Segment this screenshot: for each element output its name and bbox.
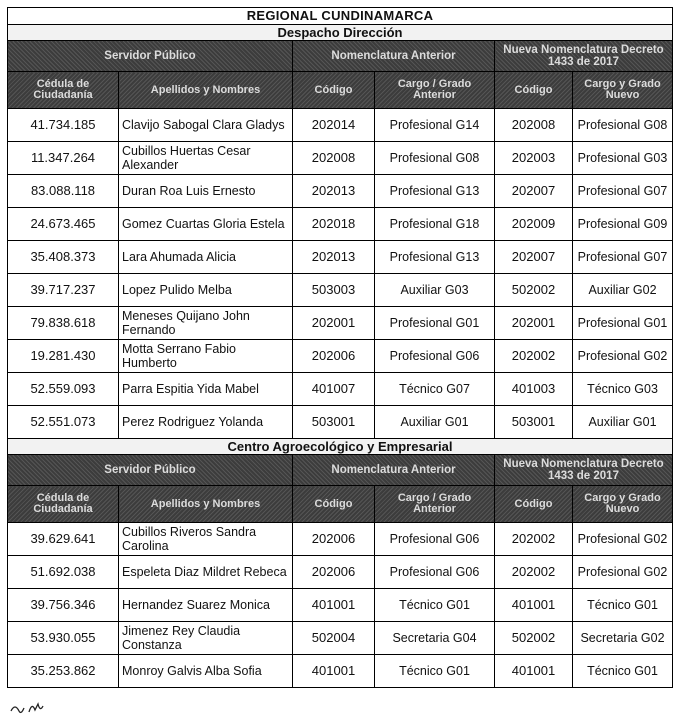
new-code-cell: 202009 [495,208,573,241]
cedula-cell: 35.253.862 [8,655,119,688]
new-grade-cell: Secretaria G02 [573,622,673,655]
new-code-cell: 401001 [495,589,573,622]
previous-grade-cell: Profesional G14 [375,109,495,142]
name-cell: Espeleta Diaz Mildret Rebeca [119,556,293,589]
new-code-cell: 502002 [495,274,573,307]
previous-grade-cell: Profesional G13 [375,241,495,274]
new-grade-cell: Profesional G02 [573,556,673,589]
cedula-cell: 11.347.264 [8,142,119,175]
name-cell: Lopez Pulido Melba [119,274,293,307]
cedula-cell: 51.692.038 [8,556,119,589]
cedula-cell: 52.559.093 [8,373,119,406]
name-cell: Duran Roa Luis Ernesto [119,175,293,208]
previous-code-cell: 202013 [293,241,375,274]
group-header-anterior: Nomenclatura Anterior [293,41,495,72]
previous-code-cell: 503001 [293,406,375,439]
cedula-cell: 83.088.118 [8,175,119,208]
cedula-cell: 39.629.641 [8,523,119,556]
previous-code-cell: 202001 [293,307,375,340]
table-row [8,340,673,373]
name-cell: Meneses Quijano John Fernando [119,307,293,340]
column-header-nombres: Apellidos y Nombres [119,72,293,109]
new-code-cell: 202007 [495,241,573,274]
new-grade-cell: Profesional G07 [573,175,673,208]
name-cell: Lara Ahumada Alicia [119,241,293,274]
name-cell: Gomez Cuartas Gloria Estela [119,208,293,241]
cedula-cell: 52.551.073 [8,406,119,439]
column-header-nombres: Apellidos y Nombres [119,486,293,523]
group-header-servidor: Servidor Público [8,41,293,72]
cedula-cell: 35.408.373 [8,241,119,274]
column-header-cargo-ant: Cargo / Grado Anterior [375,486,495,523]
new-code-cell: 202007 [495,175,573,208]
previous-grade-cell: Técnico G01 [375,655,495,688]
previous-code-cell: 202006 [293,556,375,589]
previous-grade-cell: Profesional G06 [375,523,495,556]
table-row [8,142,673,175]
group-header-row [8,455,673,486]
table-row [8,274,673,307]
table-row [8,241,673,274]
new-code-cell: 202003 [495,142,573,175]
nomenclature-table [7,7,673,688]
cedula-cell: 24.673.465 [8,208,119,241]
new-grade-cell: Profesional G01 [573,307,673,340]
previous-code-cell: 202008 [293,142,375,175]
column-header-codigo-new: Código [495,486,573,523]
name-cell: Motta Serrano Fabio Humberto [119,340,293,373]
previous-code-cell: 202006 [293,523,375,556]
column-header-codigo-ant: Código [293,486,375,523]
new-grade-cell: Profesional G03 [573,142,673,175]
column-header-cargo-new: Cargo y Grado Nuevo [573,486,673,523]
document-page [7,7,672,688]
new-grade-cell: Profesional G02 [573,523,673,556]
new-code-cell: 202002 [495,556,573,589]
previous-grade-cell: Profesional G06 [375,556,495,589]
name-cell: Cubillos Huertas Cesar Alexander [119,142,293,175]
table-row [8,589,673,622]
previous-grade-cell: Profesional G13 [375,175,495,208]
previous-grade-cell: Técnico G01 [375,589,495,622]
cedula-cell: 41.734.185 [8,109,119,142]
previous-grade-cell: Técnico G07 [375,373,495,406]
name-cell: Perez Rodriguez Yolanda [119,406,293,439]
table-row [8,655,673,688]
group-header-nueva: Nueva Nomenclatura Decreto 1433 de 2017 [495,41,673,72]
new-code-cell: 401003 [495,373,573,406]
name-cell: Hernandez Suarez Monica [119,589,293,622]
group-header-servidor: Servidor Público [8,455,293,486]
table-row [8,208,673,241]
new-code-cell: 401001 [495,655,573,688]
document-title: REGIONAL CUNDINAMARCA [8,8,673,25]
cedula-cell: 39.717.237 [8,274,119,307]
previous-code-cell: 502004 [293,622,375,655]
previous-code-cell: 202014 [293,109,375,142]
new-code-cell: 202008 [495,109,573,142]
previous-code-cell: 503003 [293,274,375,307]
previous-code-cell: 401001 [293,655,375,688]
group-header-row [8,41,673,72]
name-cell: Cubillos Riveros Sandra Carolina [119,523,293,556]
name-cell: Clavijo Sabogal Clara Gladys [119,109,293,142]
column-header-cedula: Cédula de Ciudadanía [8,72,119,109]
new-grade-cell: Técnico G03 [573,373,673,406]
previous-code-cell: 401001 [293,589,375,622]
new-grade-cell: Técnico G01 [573,655,673,688]
previous-code-cell: 401007 [293,373,375,406]
column-header-cargo-ant: Cargo / Grado Anterior [375,72,495,109]
new-grade-cell: Profesional G02 [573,340,673,373]
table-row [8,523,673,556]
previous-code-cell: 202013 [293,175,375,208]
previous-code-cell: 202018 [293,208,375,241]
column-header-row [8,72,673,109]
new-grade-cell: Auxiliar G01 [573,406,673,439]
cedula-cell: 19.281.430 [8,340,119,373]
section-title: Centro Agroecológico y Empresarial [8,439,673,455]
new-grade-cell: Profesional G08 [573,109,673,142]
table-row [8,373,673,406]
name-cell: Parra Espitia Yida Mabel [119,373,293,406]
table-row [8,175,673,208]
section-row [8,25,673,41]
table-row [8,406,673,439]
group-header-nueva: Nueva Nomenclatura Decreto 1433 de 2017 [495,455,673,486]
new-code-cell: 202002 [495,523,573,556]
previous-grade-cell: Auxiliar G01 [375,406,495,439]
column-header-row [8,486,673,523]
initials-signature [7,697,67,717]
name-cell: Jimenez Rey Claudia Constanza [119,622,293,655]
group-header-anterior: Nomenclatura Anterior [293,455,495,486]
new-grade-cell: Profesional G07 [573,241,673,274]
column-header-cargo-new: Cargo y Grado Nuevo [573,72,673,109]
table-row [8,556,673,589]
previous-grade-cell: Profesional G08 [375,142,495,175]
previous-grade-cell: Auxiliar G03 [375,274,495,307]
cedula-cell: 39.756.346 [8,589,119,622]
previous-grade-cell: Profesional G18 [375,208,495,241]
previous-code-cell: 202006 [293,340,375,373]
new-code-cell: 503001 [495,406,573,439]
table-row [8,109,673,142]
column-header-cedula: Cédula de Ciudadanía [8,486,119,523]
previous-grade-cell: Profesional G01 [375,307,495,340]
table-row [8,622,673,655]
section-row [8,439,673,455]
new-grade-cell: Profesional G09 [573,208,673,241]
section-title: Despacho Dirección [8,25,673,41]
column-header-codigo-new: Código [495,72,573,109]
new-code-cell: 202002 [495,340,573,373]
column-header-codigo-ant: Código [293,72,375,109]
new-grade-cell: Auxiliar G02 [573,274,673,307]
cedula-cell: 79.838.618 [8,307,119,340]
previous-grade-cell: Profesional G06 [375,340,495,373]
cedula-cell: 53.930.055 [8,622,119,655]
new-grade-cell: Técnico G01 [573,589,673,622]
name-cell: Monroy Galvis Alba Sofia [119,655,293,688]
table-row [8,307,673,340]
previous-grade-cell: Secretaria G04 [375,622,495,655]
new-code-cell: 202001 [495,307,573,340]
new-code-cell: 502002 [495,622,573,655]
